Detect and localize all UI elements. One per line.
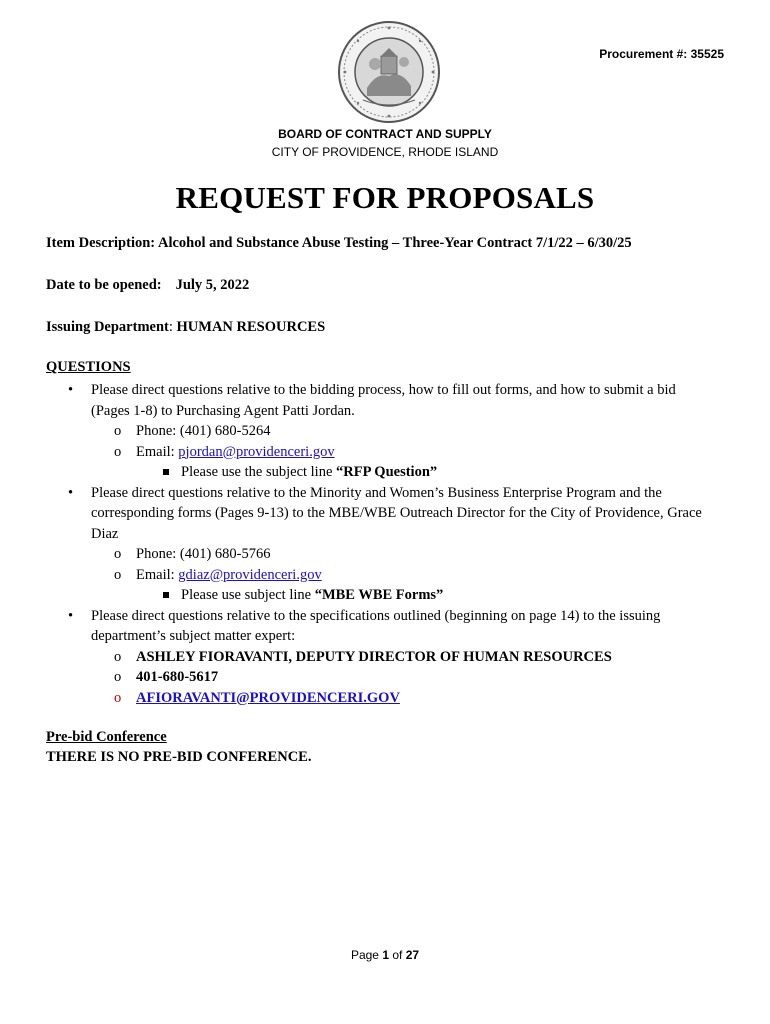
contact-name: o ASHLEY FIORAVANTI, DEPUTY DIRECTOR OF HUMAN RESOURCES xyxy=(46,647,706,668)
contact-phone: o 401-680-5617 xyxy=(46,667,706,688)
issuing-department-label: Issuing Department xyxy=(46,319,169,335)
circle-bullet-icon: o xyxy=(114,423,122,439)
city-seal-icon xyxy=(337,20,441,124)
procurement-value: 35525 xyxy=(690,47,724,61)
bullet-icon: • xyxy=(68,607,74,624)
question-text: Please direct questions relative to the bidding process, how to fill out forms, and how to submit a bid (Pages 1-8) to Purchasing Agent Patti Jordan. xyxy=(91,382,676,419)
bullet-icon: • xyxy=(68,484,74,501)
circle-bullet-icon: o xyxy=(114,443,122,460)
item-description-label: Item Description: xyxy=(46,235,156,251)
page-total: 27 xyxy=(405,948,420,962)
question-item xyxy=(46,380,706,483)
circle-bullet-icon: o xyxy=(114,546,122,562)
question-item xyxy=(46,606,706,709)
contact-email: o Email: pjordan@providenceri.gov xyxy=(46,442,706,463)
question-text: Please direct questions relative to the specifications outlined (beginning on page 14) to the issuing department’s subject matter expert: xyxy=(91,607,661,644)
procurement-number xyxy=(599,47,724,61)
date-opened-row xyxy=(46,277,249,294)
page-number: Page 1 of 27 xyxy=(350,948,420,962)
subject-line: “RFP Question” xyxy=(336,464,438,480)
circle-bullet-icon: o xyxy=(114,689,122,706)
prebid-heading: Pre-bid Conference xyxy=(46,729,167,745)
issuing-department-row: Issuing Department: HUMAN RESOURCES xyxy=(46,319,326,335)
square-bullet-icon xyxy=(163,469,169,475)
city-name: CITY OF PROVIDENCE, RHODE ISLAND xyxy=(271,145,499,159)
email-link-pjordan[interactable]: pjordan@providenceri.gov xyxy=(178,443,335,460)
contact-email xyxy=(46,688,706,709)
email-link-gdiaz[interactable]: gdiaz@providenceri.gov xyxy=(178,566,322,583)
procurement-label: Procurement #: xyxy=(599,47,688,61)
contact-phone: o Phone: (401) 680-5264 xyxy=(46,421,706,442)
date-opened-value: July 5, 2022 xyxy=(175,277,250,293)
page-current: 1 xyxy=(382,948,389,962)
bullet-icon: • xyxy=(68,382,74,398)
item-description-value: Alcohol and Substance Abuse Testing – Three-Year Contract 7/1/22 – 6/30/25 xyxy=(157,235,632,251)
subject-line-note: Please use subject line “MBE WBE Forms” xyxy=(46,585,706,606)
questions-list xyxy=(46,380,706,708)
contact-email: o Email: gdiaz@providenceri.gov xyxy=(46,565,706,586)
email-link-afioravanti[interactable]: AFIORAVANTI@PROVIDENCERI.GOV xyxy=(136,689,400,706)
issuing-department-value: HUMAN RESOURCES xyxy=(176,319,326,335)
circle-bullet-icon: o xyxy=(114,669,122,685)
subject-line: “MBE WBE Forms” xyxy=(314,587,444,603)
date-opened-label: Date to be opened: xyxy=(46,277,162,293)
contact-phone: o Phone: (401) 680-5766 xyxy=(46,544,706,565)
subject-line-note: Please use the subject line “RFP Question” xyxy=(46,462,706,483)
prebid-text: THERE IS NO PRE-BID CONFERENCE. xyxy=(46,749,312,765)
questions-heading: QUESTIONS xyxy=(46,359,131,375)
document-title: REQUEST FOR PROPOSALS xyxy=(175,180,595,215)
circle-bullet-icon: o xyxy=(114,566,122,583)
board-name: BOARD OF CONTRACT AND SUPPLY xyxy=(278,127,492,141)
question-item xyxy=(46,483,706,606)
square-bullet-icon xyxy=(163,592,169,598)
question-text: Please direct questions relative to the Minority and Women’s Business Enterprise Program and the corresponding forms (Pages 9-13) to the MBE/WBE Outreach Director for the City of Providence, Grace Diaz xyxy=(91,484,702,542)
circle-bullet-icon: o xyxy=(114,648,122,665)
item-description-row xyxy=(46,235,632,252)
